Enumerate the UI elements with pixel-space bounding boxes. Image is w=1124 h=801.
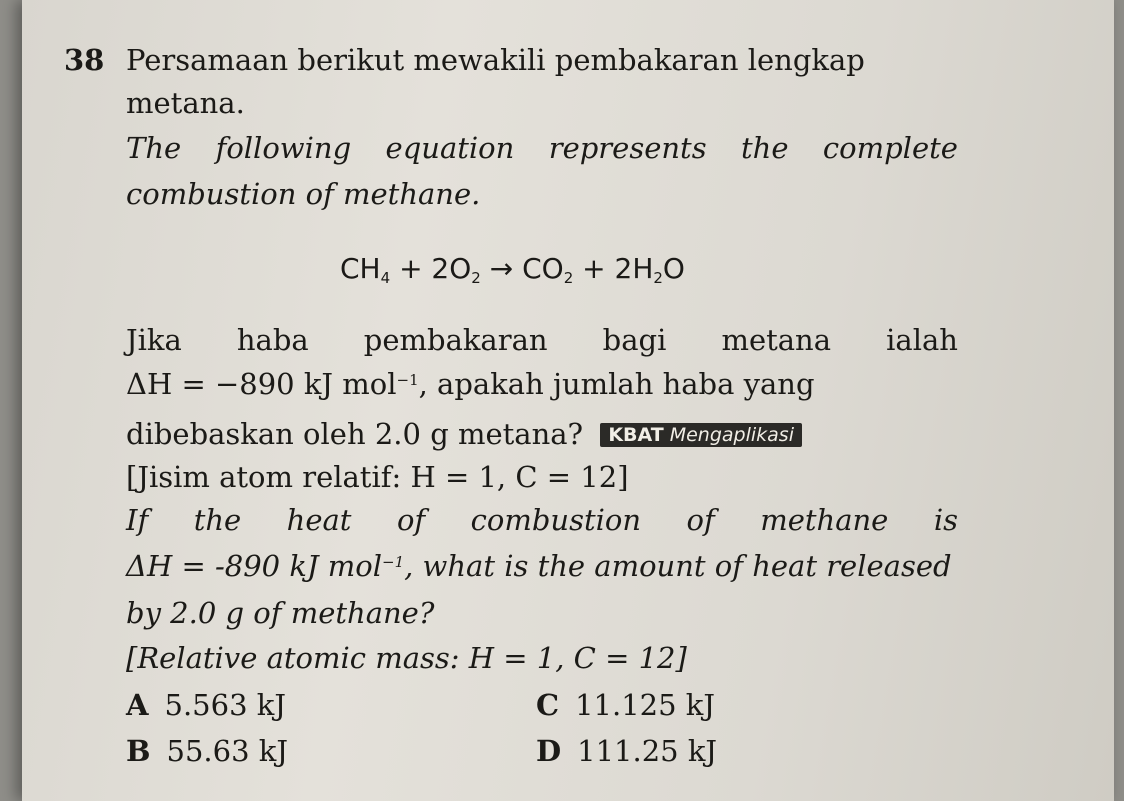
malay-intro-line-2: metana. [126,86,245,120]
option-letter: A [126,688,149,722]
option-a[interactable] [126,688,286,722]
option-letter: B [126,734,151,768]
option-letter: D [536,734,562,768]
kbat-badge: KBAT Mengaplikasi [600,423,802,447]
malay-question-line-2: ΔH = −890 kJ mol$^{-1}$, apakah jumlah haba yang [126,367,815,401]
option-letter: C [536,688,560,722]
malay-intro-line-1: Persamaan berikut mewakili pembakaran lengkap [126,43,865,77]
option-c[interactable] [536,688,715,722]
malay-relative-atomic-mass: [Jisim atom relatif: H = 1, C = 12] [126,460,629,494]
option-d[interactable] [536,734,717,768]
chemical-equation: $CH_4 + 2O_2 \to CO_2 + 2H_2O$ [340,252,685,287]
question-page [22,0,1114,801]
english-question-line-3: by 2.0 g of methane? [126,596,435,630]
malay-question-line-1: Jika haba pembakaran bagi metana ialah [126,323,958,357]
english-question-line-1: If the heat of combustion of methane is [126,503,958,537]
english-question-line-2: ΔH = -890 kJ mol$^{-1}$, what is the amount of heat released [126,549,952,583]
option-text: 5.563 kJ [164,688,286,722]
malay-question-line-3: dibebaskan oleh 2.0 g metana? KBAT Mengaplikasi [126,417,802,451]
option-text: 11.125 kJ [575,688,715,722]
question-number: 38 [64,43,105,77]
english-relative-atomic-mass: [Relative atomic mass: H = 1, C = 12] [126,641,687,675]
option-text: 111.25 kJ [577,734,718,768]
english-intro-line-1: The following equation represents the complete [126,131,958,165]
english-intro-line-2: combustion of methane. [126,177,481,211]
option-b[interactable] [126,734,288,768]
option-text: 55.63 kJ [166,734,288,768]
